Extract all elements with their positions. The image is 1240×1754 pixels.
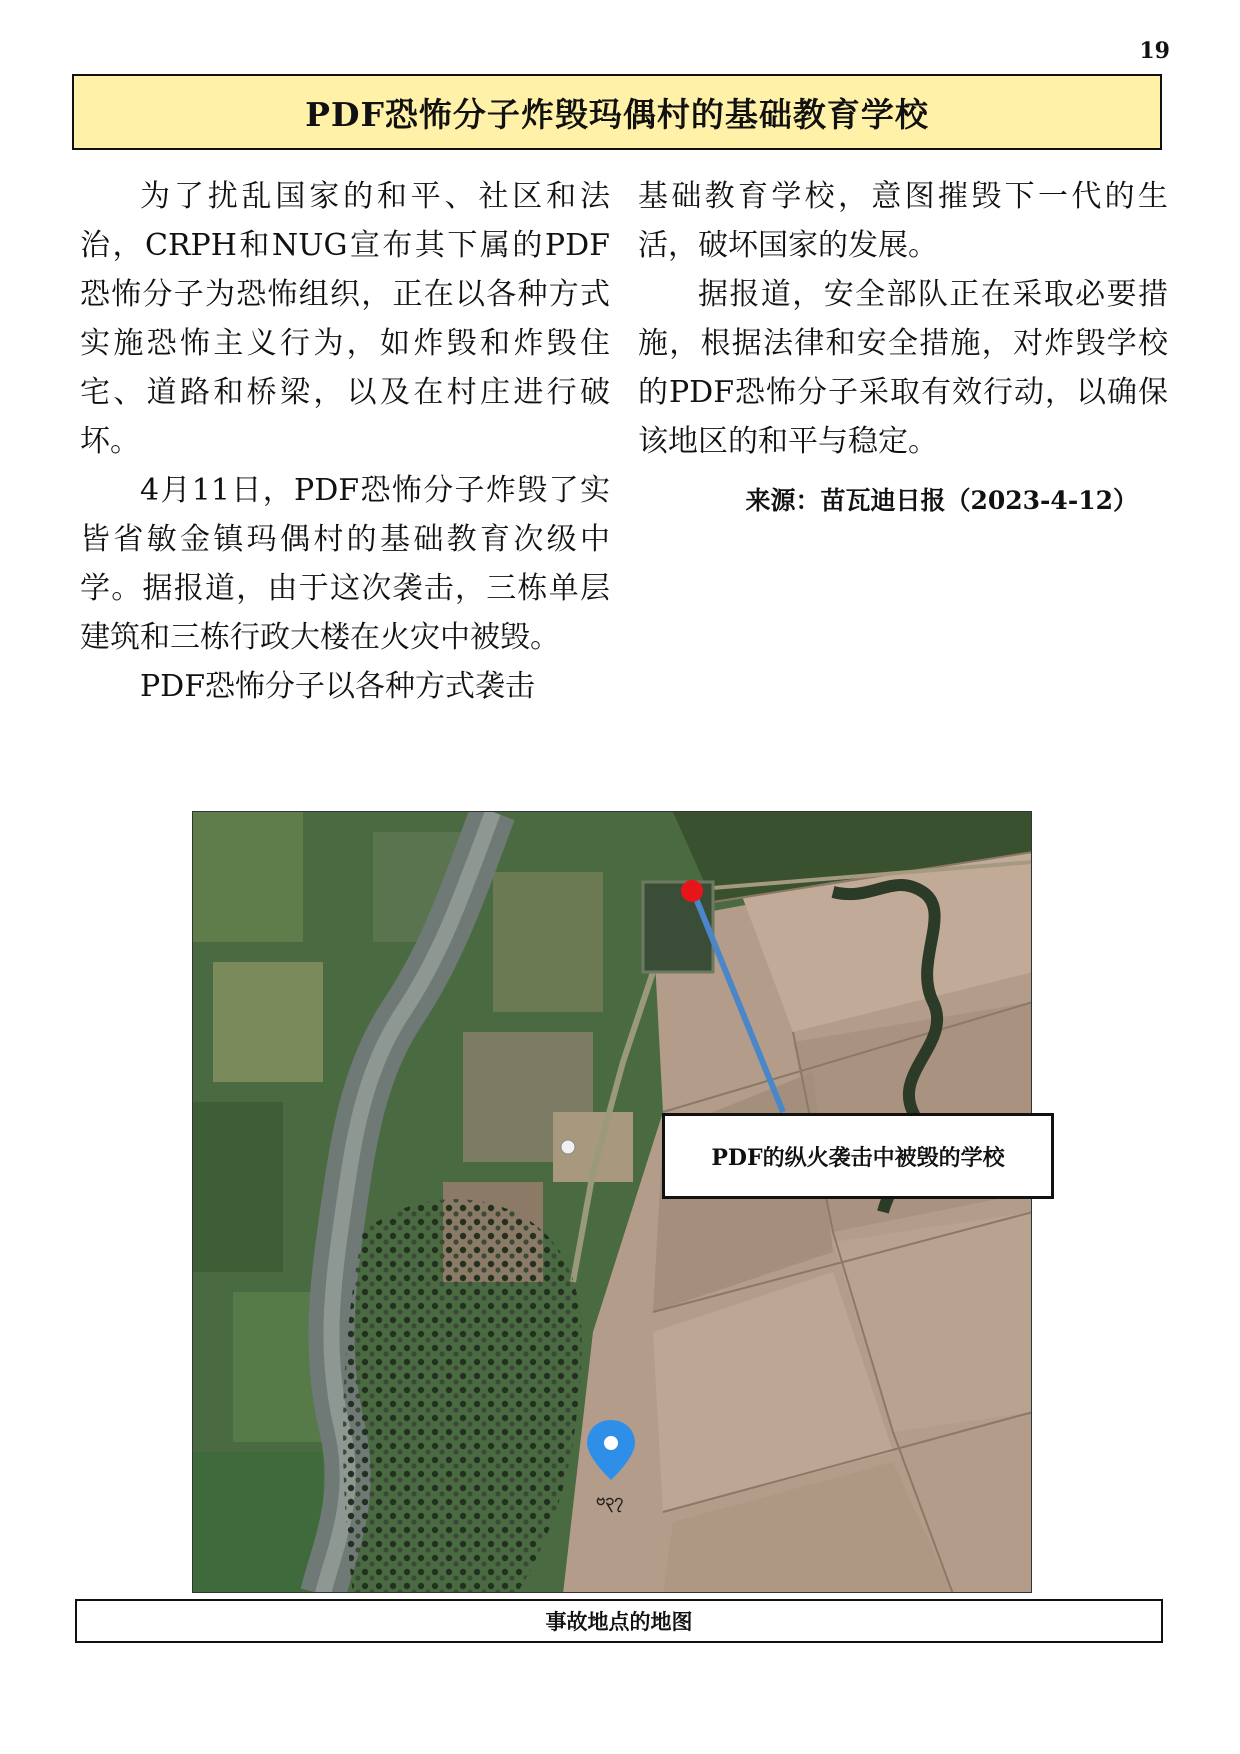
school-compound [643, 882, 713, 972]
page-number: 19 [1139, 38, 1170, 64]
paragraph-3-continuation: 基础教育学校，意图摧毁下一代的生活，破坏国家的发展。 [638, 179, 1168, 263]
figure-caption: 事故地点的地图 [75, 1599, 1163, 1643]
school-location-marker [681, 880, 703, 902]
paragraph-2: 4月11日，PDF恐怖分子炸毁了实皆省敏金镇玛偶村的基础教育次级中学。据报道，由于这次袭击，三栋单层建筑和三栋行政大楼在火灾中被毁。 [80, 473, 610, 655]
left-column [80, 172, 610, 711]
title-banner [72, 74, 1162, 150]
paragraph-3: PDF恐怖分子以各种方式袭击 [140, 669, 536, 704]
paragraph-4: 据报道，安全部队正在采取必要措施，根据法律和安全措施，对炸毁学校的PDF恐怖分子采取有效行动，以确保该地区的和平与稳定。 [638, 277, 1168, 459]
source-credit: 来源：苗瓦迪日报（2023-4-12） [745, 486, 1138, 515]
village [343, 1199, 582, 1593]
article-title: PDF恐怖分子炸毁玛偶村的基础教育学校 [305, 94, 929, 134]
right-column [638, 172, 1168, 525]
svg-text:ဗ၃၇: ဗ၃၇ [596, 1490, 624, 1509]
school-callout-label: PDF的纵火袭击中被毁的学校 [662, 1113, 1054, 1199]
map-graphic [193, 812, 1032, 1593]
satellite-map [192, 811, 1032, 1593]
paragraph-1: 为了扰乱国家的和平、社区和法治，CRPH和NUG宣布其下属的PDF恐怖分子为恐怖组织，正在以各种方式实施恐怖主义行为，如炸毁和炸毁住宅、道路和桥梁，以及在村庄进行破坏。 [80, 179, 610, 459]
